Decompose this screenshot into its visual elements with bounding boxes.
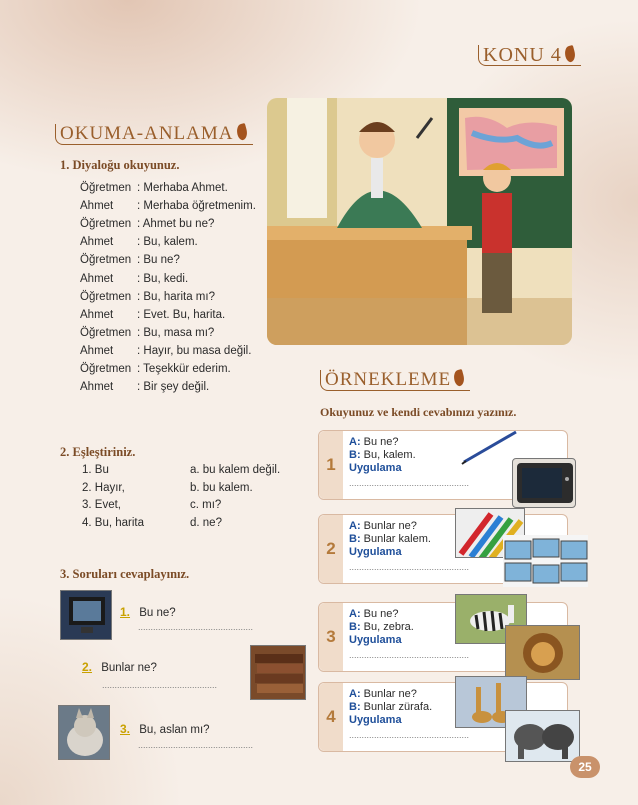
dialog-line: : Evet. Bu, harita. [137,308,226,321]
card-body [349,688,469,742]
dialog-row [80,309,225,327]
card-body [349,520,469,574]
q3-item-2 [82,660,157,674]
a-label: A: [349,520,361,532]
dialog-line: : Bu, harita mı? [137,290,215,303]
pen-icon [460,428,520,466]
ornek-title [320,370,470,391]
uygulama-label: Uygulama [349,634,402,646]
konu-label: KONU 4 [483,44,562,66]
uygulama-label: Uygulama [349,546,402,558]
dialog-line: : Teşekkür ederim. [137,363,231,375]
card-a-text: Bu ne? [363,608,399,620]
a-label: A: [349,608,361,620]
ornek-instruction: Okuyunuz ve kendi cevabınızı yazınız. [320,405,517,419]
lion-picture [505,625,580,680]
b-label: B: [349,621,361,633]
computer-icon [61,591,112,640]
match-right-item: c. mı? [190,499,222,511]
ornek-label: ÖRNEKLEME [325,369,452,390]
match-right-item: a. bu kalem değil. [190,464,281,476]
books-icon [251,646,306,700]
answer-dots[interactable]: ................................................ [349,478,470,488]
match-right-item: d. ne? [190,516,222,529]
match-right-item: b. bu kalem. [190,481,253,494]
a-label: A: [349,688,361,700]
q3-num: 1. [120,605,131,619]
speaker: Ahmet [80,272,114,285]
card-number: 2 [319,515,343,583]
uygulama-label: Uygulama [349,714,402,726]
q3-title: 3. Soruları cevaplayınız. [60,567,190,581]
a-label: A: [349,436,361,448]
tv-set-picture [512,458,576,508]
dialog-line: : Bu, masa mı? [137,326,215,339]
answer-line-1[interactable]: .............................................. [138,622,254,632]
classroom-illustration [267,98,572,345]
dialog-line: : Bir şey değil. [137,381,210,394]
maps-icon [503,535,588,587]
cat-icon [59,706,110,760]
card-number: 3 [319,603,343,671]
card-body [349,608,469,662]
q3-text: Bunlar ne? [101,662,157,674]
card-number: 4 [319,683,343,751]
match-left-item: 4. Bu, harita [82,516,145,529]
speaker: Öğretmen [80,363,132,375]
dialog-row [80,218,214,236]
speaker: Ahmet [80,381,114,394]
speaker: Ahmet [80,308,114,321]
konu-title [478,45,581,66]
cat-picture [58,705,110,760]
dialog-row [80,182,228,200]
uygulama-label: Uygulama [349,462,402,474]
speaker: Öğretmen [80,254,132,267]
card-b-text: Bu, kalem. [363,449,416,461]
dialog-line: : Merhaba öğretmenim. [137,200,256,213]
okuma-title [55,124,253,145]
q3-item-3 [120,722,210,736]
card-a-text: Bunlar ne? [363,688,417,700]
answer-dots[interactable]: ................................................ [349,562,470,572]
card-body [349,436,469,490]
card-b-text: Bu, zebra. [363,621,414,633]
okuma-label: OKUMA-ANLAMA [60,123,234,144]
maps-picture [503,535,588,587]
dialog-line: : Bu, kedi. [137,272,189,285]
match-left-item: 2. Hayır, [82,481,125,494]
speaker: Öğretmen [80,290,132,303]
dialog-line: : Bu ne? [137,254,180,267]
dialog-line: : Ahmet bu ne? [137,218,215,231]
answer-line-3[interactable]: .............................................. [138,740,254,750]
match-left-item: 1. Bu [82,464,109,476]
dialog-row [80,327,214,345]
q1-title: 1. Diyaloğu okuyunuz. [60,158,180,172]
dialog-line: : Bu, kalem. [137,236,198,249]
dialog-row [80,381,209,399]
speaker: Öğretmen [80,218,132,231]
card-a-text: Bunlar ne? [363,520,417,532]
q3-item-1 [120,605,176,619]
speaker: Ahmet [80,236,114,249]
flame-icon [563,45,577,63]
speaker: Ahmet [80,344,114,357]
books-picture [250,645,306,700]
elephant-icon [506,711,580,762]
q3-num: 3. [120,722,131,736]
card-b-text: Bunlar zürafa. [363,701,433,713]
q3-text: Bu ne? [139,607,176,619]
card-number: 1 [319,431,343,499]
television-icon [513,459,576,508]
answer-dots[interactable]: ................................................ [349,730,470,740]
classroom-scene-icon [267,98,572,345]
answer-dots[interactable]: ................................................ [349,650,470,660]
flame-icon [235,123,249,141]
card-b-text: Bunlar kalem. [363,533,431,545]
dialog-row [80,254,180,272]
b-label: B: [349,533,361,545]
dialog-row [80,200,256,218]
q2-title: 2. Eşleştiriniz. [60,445,136,459]
answer-line-2[interactable]: .............................................. [102,680,218,690]
dialog-row [80,273,188,291]
speaker: Öğretmen [80,326,132,339]
speaker: Öğretmen [80,182,132,194]
dialog-row [80,236,198,254]
card-a-text: Bu ne? [363,436,399,448]
q3-text: Bu, aslan mı? [139,724,210,736]
flame-icon [452,369,466,387]
speaker: Ahmet [80,200,114,213]
b-label: B: [349,701,361,713]
match-left-item: 3. Evet, [82,499,121,511]
lion-icon [506,626,580,680]
elephants-picture [505,710,580,762]
dialog-row [80,291,215,309]
dialog-line: : Hayır, bu masa değil. [137,344,252,357]
tv-picture [60,590,112,640]
q3-num: 2. [82,660,93,674]
page-number-badge: 25 [570,756,600,778]
dialog-row [80,345,251,363]
b-label: B: [349,449,361,461]
dialog-row [80,363,231,381]
dialog-line: : Merhaba Ahmet. [137,182,228,194]
